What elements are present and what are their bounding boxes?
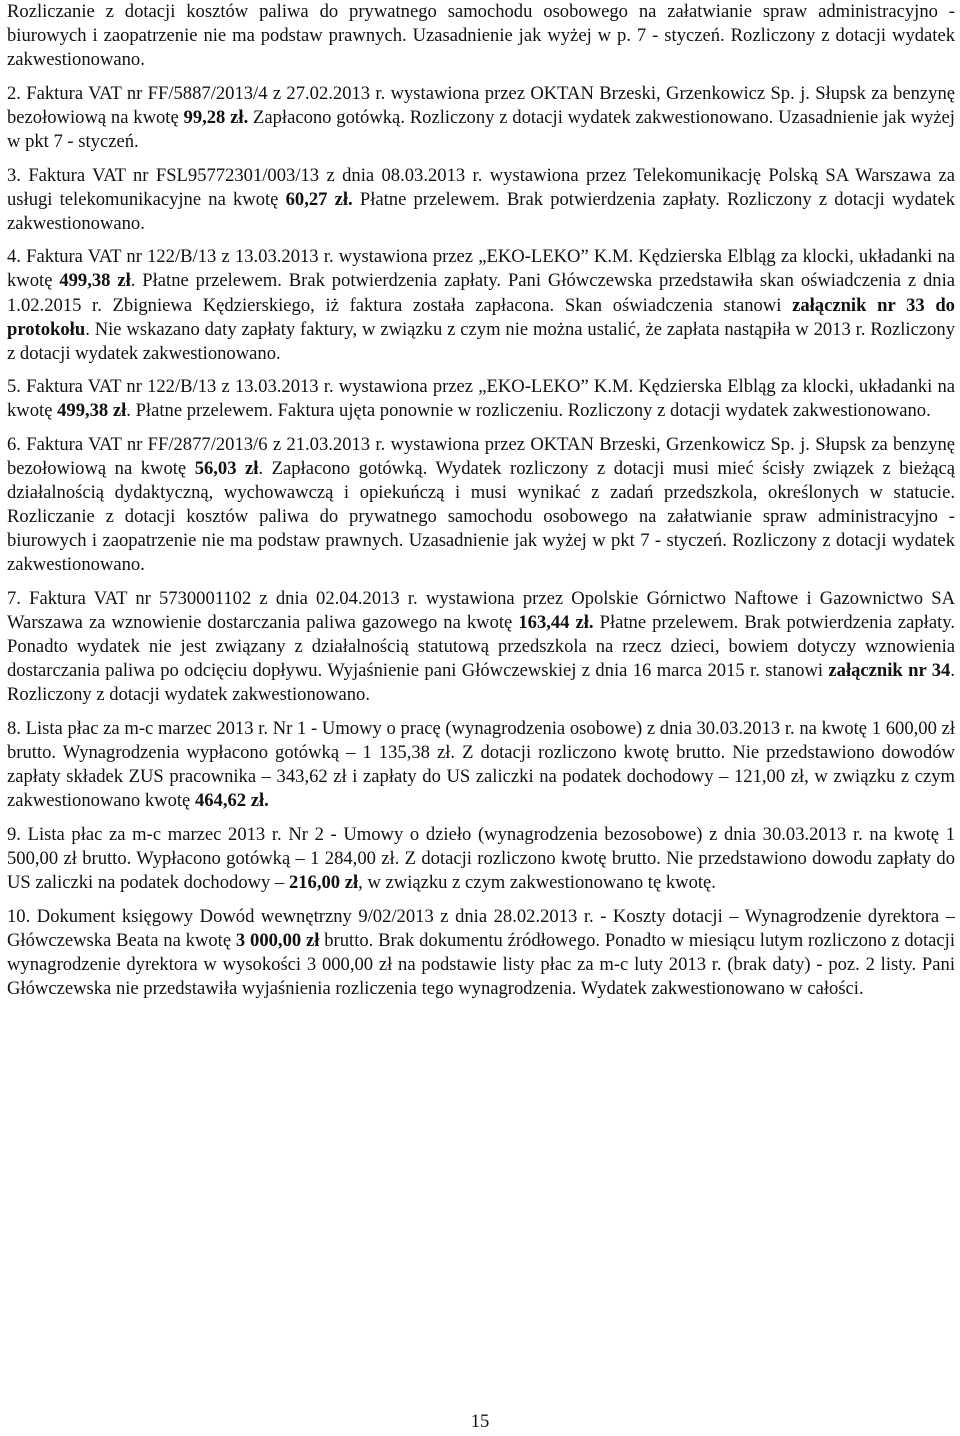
paragraph-item-4: [7, 245, 955, 365]
paragraph-item-5: [7, 375, 955, 423]
text-run: 2. Faktura VAT nr FF/5887/2013/4 z 27.02.2013 r. wystawiona przez OKTAN Brzeski, Grzenkowicz Sp. j. Słupsk za benzynę bezołowiową na kwotę: [7, 82, 955, 128]
text-run: 9. Lista płac za m-c marzec 2013 r. Nr 2 - Umowy o dzieło (wynagrodzenia bezosobowe) z dnia 30.03.2013 r. na kwotę 1 500,00 zł brutto. Wypłacono gotówką – 1 284,00 zł. Z dotacji rozliczono kwotę brutto. Nie przedstawiono dowodu zapłaty do US zaliczki na podatek dochodowy –: [7, 823, 955, 894]
document-page: [7, 0, 955, 1011]
text-run: brutto. Brak dokumentu źródłowego. Ponadto w miesiącu lutym rozliczono z dotacji wynagrodzenie dyrektora w wysokości 3 000,00 zł na podstawie listy płac za m-c luty 2013 r. (brak daty) - poz. 2 listy. Pani Główczewska nie przedstawiła wyjaśnienia rozliczenia tego wynagrodzenia. Wydatek zakwestionowano w całości.: [7, 929, 955, 999]
bold-text-run: 216,00 zł: [288, 872, 359, 894]
paragraph-item-10: [7, 905, 955, 1001]
bold-text-run: załącznik nr 33 do protokołu: [7, 294, 955, 340]
text-run: . Rozliczony z dotacji wydatek zakwestionowano.: [7, 660, 955, 706]
text-run: . Nie wskazano daty zapłaty faktury, w związku z czym nie można ustalić, że zapłata nastąpiła w 2013 r. Rozliczony z dotacji wydatek zakwestionowano.: [7, 318, 955, 364]
paragraph-continuation: [7, 0, 955, 72]
paragraph-item-2: [7, 82, 955, 154]
text-run: 5. Faktura VAT nr 122/B/13 z 13.03.2013 r. wystawiona przez „EKO-LEKO” K.M. Kędzierska Elbląg za klocki, układanki na kwotę: [7, 376, 955, 422]
bold-text-run: 60,27 zł.: [285, 188, 353, 210]
paragraph-item-8: [7, 717, 955, 813]
text-run: 7. Faktura VAT nr 5730001102 z dnia 02.04.2013 r. wystawiona przez Opolskie Górnictwo Naftowe i Gazownictwo SA Warszawa za wznowienie dostarczania paliwa gazowego na kwotę: [7, 588, 955, 634]
bold-text-run: 3 000,00 zł: [235, 929, 320, 951]
text-run: 6. Faktura VAT nr FF/2877/2013/6 z 21.03.2013 r. wystawiona przez OKTAN Brzeski, Grzenkowicz Sp. j. Słupsk za benzynę bezołowiową na kwotę: [7, 434, 955, 480]
text-run: . Płatne przelewem. Brak potwierdzenia zapłaty. Pani Główczewska przedstawiła skan oświadczenia z dnia 1.02.2015 r. Zbigniewa Kędzierskiego, iż faktura została zapłacona. Skan oświadczenia stanowi: [7, 270, 956, 316]
text-run: 3. Faktura VAT nr FSL95772301/003/13 z dnia 08.03.2013 r. wystawiona przez Telekomunikację Polską SA Warszawa za usługi telekomunikacyjne na kwotę: [7, 164, 955, 210]
text-run: 4. Faktura VAT nr 122/B/13 z 13.03.2013 r. wystawiona przez „EKO-LEKO” K.M. Kędzierska Elbląg za klocki, układanki na kwotę: [7, 246, 955, 292]
bold-text-run: załącznik nr 34: [828, 660, 951, 682]
page-number: 15: [470, 1411, 490, 1432]
text-run: 8. Lista płac za m-c marzec 2013 r. Nr 1 - Umowy o pracę (wynagrodzenia osobowe) z dnia 30.03.2013 r. na kwotę 1 600,00 zł brutto. Wynagrodzenia wypłacono gotówką – 1 135,38 zł. Z dotacji rozliczono kwotę brutto. Nie przedstawiono dowodów zapłaty składek ZUS pracownika – 343,62 zł i zapłaty do US zaliczki na podatek dochodowy – 121,00 zł, w związku z czym zakwestionowano kwotę: [7, 718, 955, 812]
text-run: Płatne przelewem. Brak potwierdzenia zapłaty. Rozliczony z dotacji wydatek zakwestionowano.: [7, 188, 955, 234]
text-run: . Zapłacono gotówką. Wydatek rozliczony z dotacji musi mieć ścisły związek z bieżącą działalnością dydaktyczną, wychowawczą i opiekuńczą i musi wynikać z zadań przedszkola, określonych w statucie. Rozliczanie z dotacji kosztów paliwa do prywatnego samochodu osobowego na załatwianie spraw administracyjno - biurowych i zaopatrzenie nie ma podstaw prawnych. Uzasadnienie jak wyżej w pkt 7 - styczeń. Rozliczony z dotacji wydatek zakwestionowano.: [7, 458, 956, 576]
text-run: , w związku z czym zakwestionowano tę kwotę.: [358, 872, 716, 894]
bold-text-run: 163,44 zł.: [518, 612, 594, 634]
paragraph-item-9: [7, 823, 955, 895]
bold-text-run: 499,38 zł: [57, 400, 127, 422]
bold-text-run: 99,28 zł.: [183, 106, 249, 128]
paragraph-item-7: [7, 587, 955, 707]
text-run: Płatne przelewem. Brak potwierdzenia zapłaty. Ponadto wydatek nie jest związany z działalnością statutową przedszkola na rzecz dzieci, bowiem dotyczy wznowienia dostarczania paliwa po odcięciu dopływu. Wyjaśnienie pani Główczewskiej z dnia 16 marca 2015 r. stanowi: [7, 612, 955, 682]
bold-text-run: 56,03 zł: [194, 458, 259, 480]
paragraph-item-6: [7, 433, 955, 578]
paragraph-item-3: [7, 164, 955, 236]
bold-text-run: 499,38 zł: [59, 270, 131, 292]
text-run: Zapłacono gotówką. Rozliczony z dotacji wydatek zakwestionowano. Uzasadnienie jak wyżej w pkt 7 - styczeń.: [7, 106, 955, 152]
text-run: Rozliczanie z dotacji kosztów paliwa do prywatnego samochodu osobowego na załatwianie spraw administracyjno - biurowych i zaopatrzenie nie ma podstaw prawnych. Uzasadnienie jak wyżej w p. 7 - styczeń. Rozliczony z dotacji wydatek zakwestionowano.: [7, 1, 955, 71]
text-run: 10. Dokument księgowy Dowód wewnętrzny 9/02/2013 z dnia 28.02.2013 r. - Koszty dotacji – Wynagrodzenie dyrektora – Główczewska Beata na kwotę: [7, 905, 955, 951]
text-run: . Płatne przelewem. Faktura ujęta ponownie w rozliczeniu. Rozliczony z dotacji wydatek zakwestionowano.: [126, 400, 931, 422]
bold-text-run: 464,62 zł.: [194, 790, 269, 812]
